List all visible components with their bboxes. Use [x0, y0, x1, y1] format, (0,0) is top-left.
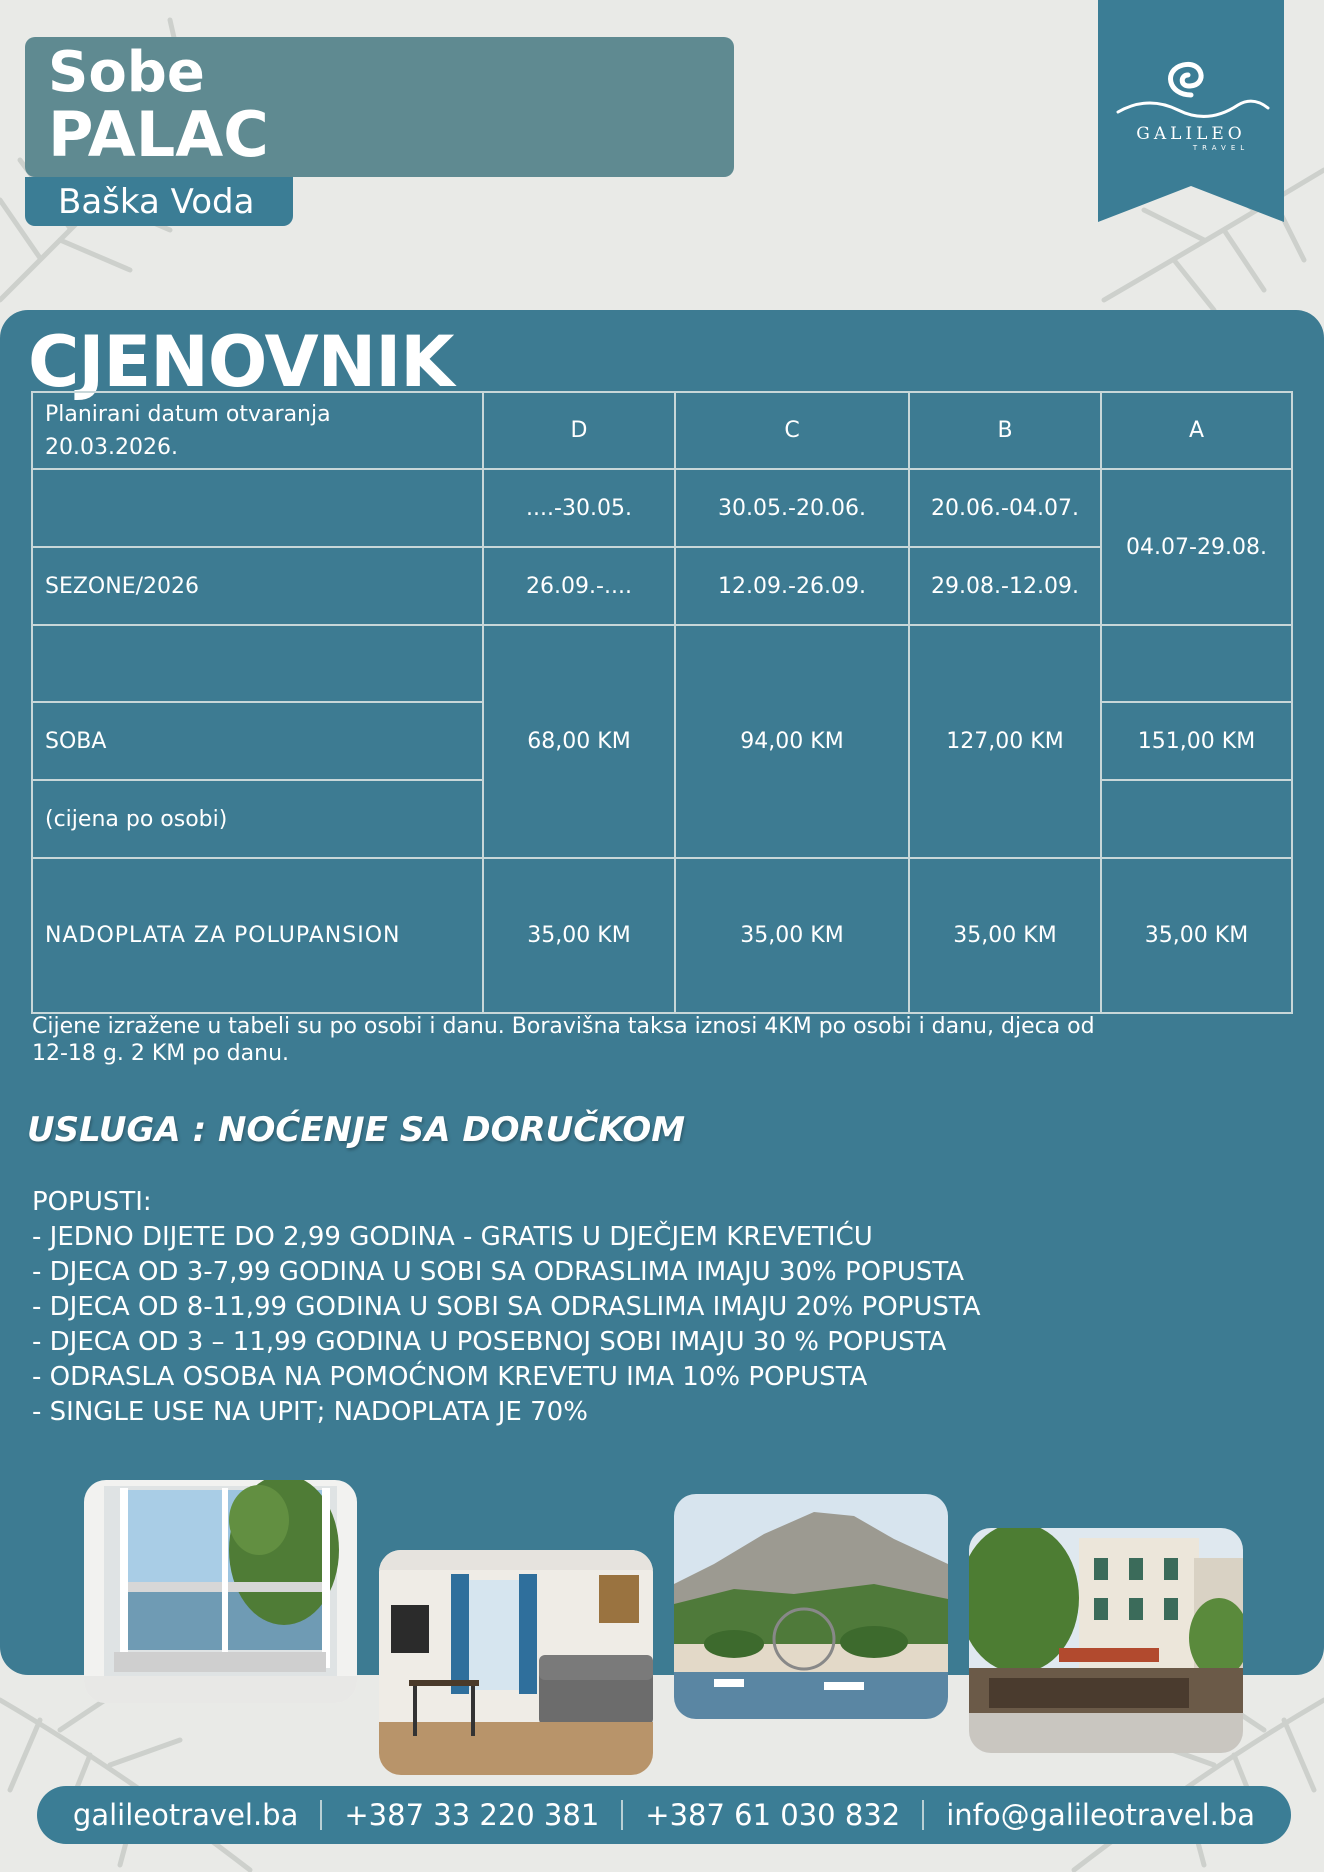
room-label: SOBA	[32, 702, 483, 780]
period-cell: ....-30.05.	[483, 469, 675, 547]
room-sublabel: (cijena po osobi)	[32, 780, 483, 858]
photo-apartment-interior	[379, 1550, 653, 1775]
period-cell: 26.09.-....	[483, 547, 675, 625]
period-cell: 20.06.-04.07.	[909, 469, 1101, 547]
phone-link[interactable]: +387 61 030 832	[645, 1798, 901, 1832]
halfboard-price: 35,00 KM	[483, 858, 675, 1013]
list-item: - SINGLE USE NA UPIT; NADOPLATA JE 70%	[32, 1397, 588, 1427]
discounts-title: POPUSTI:	[32, 1187, 152, 1217]
email-link[interactable]: info@galileotravel.ba	[946, 1798, 1256, 1832]
period-cell: 04.07-29.08.	[1101, 469, 1292, 625]
discounts-list	[32, 1185, 981, 1430]
column-header: C	[675, 392, 909, 469]
logo-subtext: TRAVEL	[1192, 144, 1250, 152]
list-item: - DJECA OD 8-11,99 GODINA U SOBI SA ODRASLIMA IMAJU 20% POPUSTA	[32, 1292, 981, 1322]
period-cell: 30.05.-20.06.	[675, 469, 909, 547]
column-header: B	[909, 392, 1101, 469]
period-cell: 12.09.-26.09.	[675, 547, 909, 625]
phone-link[interactable]: +387 33 220 381	[344, 1798, 600, 1832]
column-header: D	[483, 392, 675, 469]
contact-footer	[37, 1786, 1291, 1844]
logo-bookmark	[1098, 0, 1284, 222]
seasons-label: SEZONE/2026	[32, 547, 483, 625]
halfboard-price: 35,00 KM	[1101, 858, 1292, 1013]
separator	[621, 1800, 623, 1830]
table-row	[32, 625, 1292, 702]
list-item: - DJECA OD 3-7,99 GODINA U SOBI SA ODRASLIMA IMAJU 30% POPUSTA	[32, 1257, 965, 1287]
pricelist-heading: CJENOVNIK	[28, 321, 454, 403]
service-heading: USLUGA : NOĆENJE SA DORUČKOM	[27, 1110, 686, 1150]
table-row	[32, 392, 1292, 469]
column-header: A	[1101, 392, 1292, 469]
list-item: - ODRASLA OSOBA NA POMOĆNOM KREVETU IMA 10% POPUSTA	[32, 1362, 868, 1392]
room-price: 94,00 KM	[675, 625, 909, 858]
empty-cell	[1101, 780, 1292, 858]
room-price: 127,00 KM	[909, 625, 1101, 858]
photo-building-exterior	[969, 1528, 1243, 1753]
room-price: 68,00 KM	[483, 625, 675, 858]
logo-text: GALILEO	[1136, 124, 1246, 144]
separator	[320, 1800, 322, 1830]
halfboard-label: NADOPLATA ZA POLUPANSION	[32, 858, 483, 1013]
period-cell: 29.08.-12.09.	[909, 547, 1101, 625]
photo-window-sea-view	[84, 1480, 357, 1703]
list-item: - DJECA OD 3 – 11,99 GODINA U POSEBNOJ SOBI IMAJU 30 % POPUSTA	[32, 1327, 947, 1357]
empty-cell	[32, 469, 483, 547]
website-link[interactable]: galileotravel.ba	[72, 1798, 299, 1832]
location-tab: Baška Voda	[25, 177, 293, 226]
list-item: - JEDNO DIJETE DO 2,99 GODINA - GRATIS U DJEČJEM KREVETIĆU	[32, 1222, 873, 1252]
separator	[922, 1800, 924, 1830]
table-row	[32, 858, 1292, 1013]
table-row	[32, 469, 1292, 547]
photo-mountain-harbor	[674, 1494, 948, 1719]
empty-cell	[32, 625, 483, 702]
price-table	[31, 391, 1293, 1014]
property-name: PALAC	[48, 98, 269, 171]
property-type: Sobe	[48, 40, 205, 105]
halfboard-price: 35,00 KM	[675, 858, 909, 1013]
room-price: 151,00 KM	[1101, 702, 1292, 780]
empty-cell	[1101, 625, 1292, 702]
halfboard-price: 35,00 KM	[909, 858, 1101, 1013]
price-note: Cijene izražene u tabeli su po osobi i danu. Boravišna taksa iznosi 4KM po osobi i danu, djeca od 12-18 g. 2 KM po danu.	[32, 1014, 1095, 1066]
opening-date-cell: Planirani datum otvaranja 20.03.2026.	[32, 392, 483, 469]
